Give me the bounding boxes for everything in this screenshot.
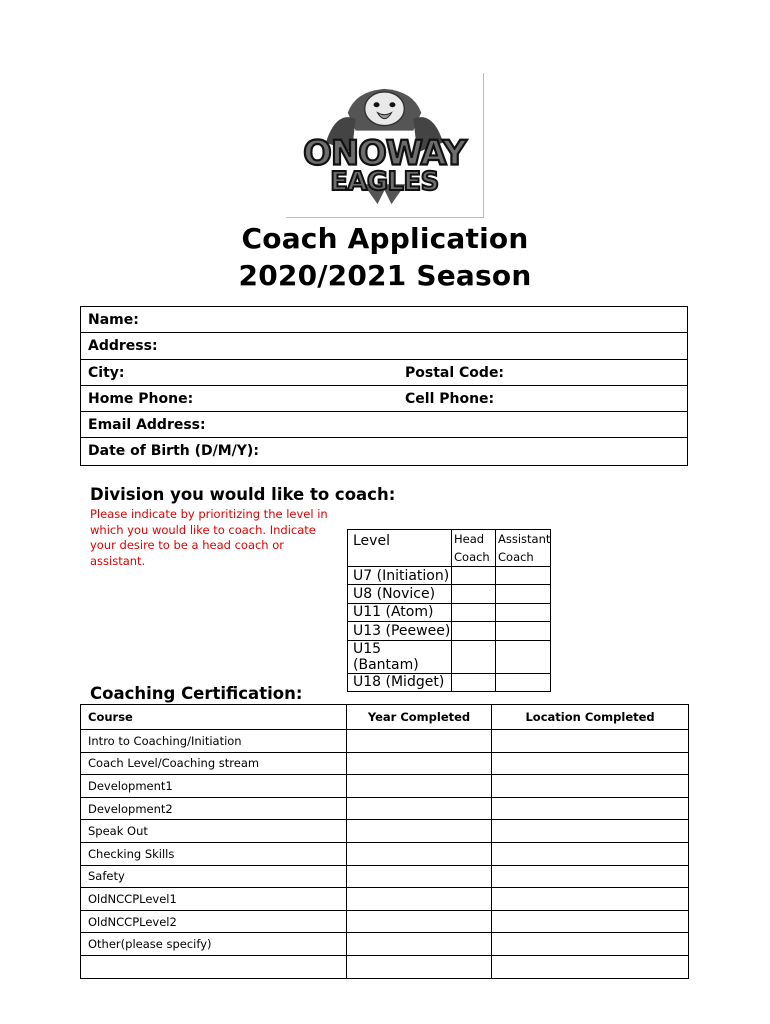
course-name: OldNCCPLevel1 (81, 888, 347, 911)
location-cell[interactable] (492, 797, 689, 820)
level-row (348, 640, 551, 673)
year-column-header: Year Completed (346, 705, 491, 730)
course-name: Coach Level/Coaching stream (81, 752, 347, 775)
assistant-coach-cell[interactable] (496, 673, 551, 691)
year-cell[interactable] (346, 865, 491, 888)
course-name: Safety (81, 865, 347, 888)
dob-row[interactable] (81, 438, 687, 464)
location-cell[interactable] (492, 752, 689, 775)
personal-info-box (80, 306, 688, 466)
level-name: U11 (Atom) (348, 603, 452, 621)
course-name: Speak Out (81, 820, 347, 843)
cell-phone-label: Cell Phone: (405, 390, 495, 407)
logo-text-line2: EAGLES (330, 167, 439, 198)
assistant-coach-cell[interactable] (496, 585, 551, 603)
year-cell[interactable] (346, 842, 491, 865)
year-cell[interactable] (346, 730, 491, 753)
assistant-coach-column-header (496, 530, 551, 567)
city-label: City: (88, 364, 125, 381)
level-name: U15 (Bantam) (348, 640, 452, 673)
course-name: Intro to Coaching/Initiation (81, 730, 347, 753)
table-row (81, 888, 689, 911)
location-cell[interactable] (492, 730, 689, 753)
table-row (81, 842, 689, 865)
head-coach-cell[interactable] (452, 603, 496, 621)
logo-text-line1: ONOWAY (303, 133, 466, 173)
level-row (348, 567, 551, 585)
phone-row[interactable] (81, 386, 687, 412)
location-cell[interactable] (492, 820, 689, 843)
table-row (81, 933, 689, 956)
dob-label: Date of Birth (D/M/Y): (88, 443, 259, 460)
course-name: Checking Skills (81, 842, 347, 865)
location-cell[interactable] (492, 933, 689, 956)
division-level-table (347, 529, 551, 692)
name-row[interactable] (81, 307, 687, 333)
home-phone-label: Home Phone: (88, 390, 194, 407)
address-row[interactable] (81, 333, 687, 359)
email-row[interactable] (81, 412, 687, 438)
table-row (81, 797, 689, 820)
level-row (348, 603, 551, 621)
location-cell[interactable] (492, 842, 689, 865)
table-row (81, 865, 689, 888)
table-row (81, 730, 689, 753)
location-cell[interactable] (492, 955, 689, 978)
assistant-coach-header-line2: Coach (498, 550, 534, 564)
location-column-header: Location Completed (492, 705, 689, 730)
name-label: Name: (88, 312, 139, 328)
level-name: U8 (Novice) (348, 585, 452, 603)
assistant-coach-cell[interactable] (496, 603, 551, 621)
table-row (81, 775, 689, 798)
city-row[interactable] (81, 360, 687, 386)
course-name: OldNCCPLevel2 (81, 910, 347, 933)
head-coach-cell[interactable] (452, 640, 496, 673)
course-column-header: Course (81, 705, 347, 730)
year-cell[interactable] (346, 888, 491, 911)
table-row (81, 910, 689, 933)
year-cell[interactable] (346, 820, 491, 843)
location-cell[interactable] (492, 910, 689, 933)
level-row (348, 622, 551, 640)
level-column-header: Level (348, 530, 452, 567)
email-label: Email Address: (88, 417, 206, 434)
division-instructions: Please indicate by prioritizing the level in which you would like to coach. Indicate your desire to be a head coach or assistant. (90, 507, 328, 568)
location-cell[interactable] (492, 888, 689, 911)
year-cell[interactable] (346, 752, 491, 775)
table-row (81, 955, 689, 978)
division-heading: Division you would like to coach: (90, 485, 396, 504)
level-name: U13 (Peewee) (348, 622, 452, 640)
course-name: Other(please specify) (81, 933, 347, 956)
assistant-coach-cell[interactable] (496, 567, 551, 585)
head-coach-cell[interactable] (452, 673, 496, 691)
course-name: Development1 (81, 775, 347, 798)
year-cell[interactable] (346, 775, 491, 798)
level-row (348, 673, 551, 691)
year-cell[interactable] (346, 797, 491, 820)
head-coach-header-line2: Coach (454, 550, 490, 564)
form-title: Coach Application (241, 222, 529, 255)
head-coach-cell[interactable] (452, 622, 496, 640)
course-name: Development2 (81, 797, 347, 820)
location-cell[interactable] (492, 865, 689, 888)
form-season: 2020/2021 Season (238, 259, 532, 292)
address-label: Address: (88, 338, 158, 355)
course-name-blank[interactable] (81, 955, 347, 978)
certification-heading: Coaching Certification: (90, 684, 303, 703)
year-cell[interactable] (346, 910, 491, 933)
certification-table (80, 704, 689, 979)
assistant-coach-cell[interactable] (496, 622, 551, 640)
head-coach-header-line1: Head (454, 532, 485, 546)
head-coach-column-header (452, 530, 496, 567)
year-cell[interactable] (346, 955, 491, 978)
assistant-coach-header-line1: Assistant (498, 532, 551, 546)
head-coach-cell[interactable] (452, 567, 496, 585)
onoway-eagles-logo (286, 73, 484, 218)
level-name: U7 (Initiation) (348, 567, 452, 585)
year-cell[interactable] (346, 933, 491, 956)
table-row (81, 752, 689, 775)
postal-code-label: Postal Code: (405, 364, 505, 381)
level-row (348, 585, 551, 603)
head-coach-cell[interactable] (452, 585, 496, 603)
level-name: U18 (Midget) (348, 673, 452, 691)
table-row (81, 820, 689, 843)
assistant-coach-cell[interactable] (496, 640, 551, 673)
location-cell[interactable] (492, 775, 689, 798)
